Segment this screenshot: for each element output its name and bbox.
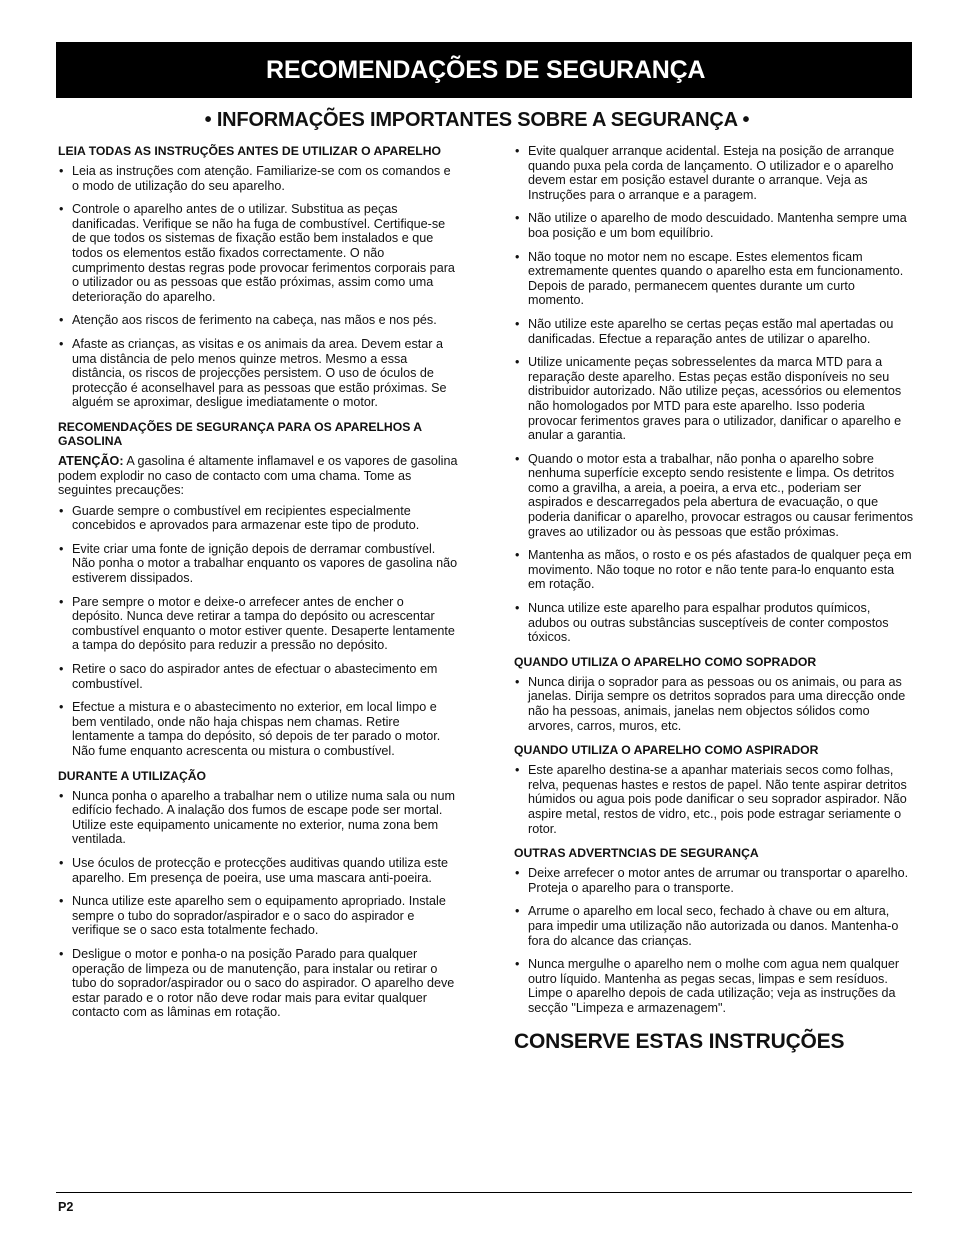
section-heading-other-warnings: OUTRAS ADVERTNCIAS DE SEGURANÇA	[514, 846, 759, 861]
list-item: • Afaste as crianças, as visitas e os animais da area. Devem estar a uma distância de pelo menos quinze metros. Mesmo a essa distância, os riscos de projecções persistem. O uso de óculos de protecção é aconselhavel para as pessoas que estão próximas. Se alguém se aproximar, desligue imediatamente o motor.	[58, 337, 458, 410]
list-general-use	[514, 144, 914, 645]
banner-title: RECOMENDAÇÕES DE SEGURANÇA	[266, 56, 706, 84]
section-heading-read-instructions: LEIA TODAS AS INSTRUÇÕES ANTES DE UTILIZAR O APARELHO	[58, 144, 442, 158]
list-item: • Arrume o aparelho em local seco, fechado à chave ou em altura, para impedir uma utilização não autorizada ou danos. Mantenha-o fora do alcance das crianças.	[514, 904, 914, 948]
section-banner	[56, 42, 912, 98]
list-item: • Use óculos de protecção e protecções auditivas quando utiliza este aparelho. Em presença de poeira, use uma mascara anti-poeira.	[58, 856, 458, 885]
list-item: • Quando o motor esta a trabalhar, não ponha o aparelho sobre nenhuma superfície excepto sendo resistente e limpa. Os detritos como a gravilha, a areia, a poeira, a erva etc., poderiam ser aspirados e descarregados pela abertura de evacuação, o que poderia danificar o aparelho, provocar estragos ou causar ferimentos graves ao utilizador ou às pessoas que estão próximas.	[514, 452, 914, 540]
list-item: • Nunca utilize este aparelho para espalhar produtos químicos, adubos ou outras substâncias susceptíveis de conter compostos tóxicos.	[514, 601, 914, 645]
list-item: • Não toque no motor nem no escape. Estes elementos ficam extremamente quentes quando o aparelho esta em funcionamento. Depois de parado, permanecem quentes durante um curto momento.	[514, 250, 914, 308]
list-read-instructions	[58, 164, 458, 410]
list-item: • Este aparelho destina-se a apanhar materiais secos como folhas, relva, pequenas hastes e restos de papel. Não tente aspirar detritos húmidos ou agua pois pode danificar o seu soprador aspirador. Não aspire metal, restos de vidro, etc., pois pode estragar seriamente o rotor.	[514, 763, 914, 836]
list-gasoline	[58, 504, 458, 759]
list-item: • Nunca utilize este aparelho sem o equipamento apropriado. Instale sempre o tubo do soprador/aspirador e o saco do aspirador e verifique se o saco esta totalmente fechado.	[58, 894, 458, 938]
list-item: • Retire o saco do aspirador antes de efectuar o abastecimento em combustível.	[58, 662, 458, 691]
list-item: • Guarde sempre o combustível em recipientes especialmente concebidos e aprovados para armazenar este tipo de produto.	[58, 504, 458, 533]
list-item: • Nunca mergulhe o aparelho nem o molhe com agua nem qualquer outro líquido. Mantenha as pegas secas, limpas e sem resíduos. Limpe o aparelho depois de cada utilização; veja as instruções da secção "Limpeza e armazenagem".	[514, 957, 914, 1015]
list-item: • Atenção aos riscos de ferimento na cabeça, nas mãos e nos pés.	[58, 313, 458, 328]
section-heading-vacuum: QUANDO UTILIZA O APARELHO COMO ASPIRADOR	[514, 743, 819, 758]
section-heading-blower: QUANDO UTILIZA O APARELHO COMO SOPRADOR	[514, 654, 817, 669]
list-other-warnings	[514, 866, 914, 1015]
list-item: • Utilize unicamente peças sobresselentes da marca MTD para a reparação deste aparelho. Estas peças estão disponíveis no seu distribuidor autorizado. Não utilize peças, acessórios ou elementos não homologados por MTD para este aparelho. Isso poderia provocar ferimentos graves para o utilizador, danificar o aparelho e anular a garantia.	[514, 355, 914, 443]
page-subtitle: • INFORMAÇÕES IMPORTANTES SOBRE A SEGURANÇA •	[204, 109, 750, 131]
list-item: • Nunca dirija o soprador para as pessoas ou os animais, ou para as janelas. Dirija sempre os detritos soprados para uma direcção onde não ha pessoas, animais, janelas nem objectos sólidos como arvores, carros, muros, etc.	[514, 675, 914, 733]
list-item: • Controle o aparelho antes de o utilizar. Substitua as peças danificadas. Verifique se não ha fuga de combustível. Certifique-se de que todos os sistemas de fixação estão bem instalados e que todos os elementos estão fixados correctamente. O não cumprimento destas regras pode provocar ferimentos corporais para o utilizador ou as pessoas que estão próximas, assim como uma deterioração do aparelho.	[58, 202, 458, 304]
section-heading-gasoline: RECOMENDAÇÕES DE SEGURANÇA PARA OS APARELHOS A GASOLINA	[58, 419, 422, 448]
list-item: • Nunca ponha o aparelho a trabalhar nem o utilize numa sala ou num edifício fechado. A inalação dos fumos de escape pode ser mortal. Utilize este equipamento unicamente no exterior, numa zona bem ventilada.	[58, 789, 458, 847]
conserve-instructions-heading: CONSERVE ESTAS INSTRUÇÕES	[514, 1029, 845, 1053]
list-blower	[514, 675, 914, 733]
list-item: • Evite criar uma fonte de ignição depois de derramar combustível. Não ponha o motor a trabalhar enquanto os vapores de gasolina não estiverem dissipados.	[58, 542, 458, 586]
list-during-use	[58, 789, 458, 1020]
list-item: • Deixe arrefecer o motor antes de arrumar ou transportar o aparelho. Proteja o aparelho para o transporte.	[514, 866, 914, 895]
list-item: • Não utilize este aparelho se certas peças estão mal apertadas ou danificadas. Efectue a reparação antes de utilizar o aparelho.	[514, 317, 914, 346]
page-number: P2	[58, 1200, 74, 1214]
warning-text: A gasolina é altamente inflamavel e os vapores de gasolina podem explodir no caso de contacto com uma chama. Tome as seguintes precauções:	[58, 453, 458, 498]
list-vacuum	[514, 763, 914, 836]
list-item: • Mantenha as mãos, o rosto e os pés afastados de qualquer peça em movimento. Não toque no rotor e não tente para-lo enquanto esta em rotação.	[514, 548, 914, 592]
warning-paragraph	[58, 454, 458, 498]
warning-label: ATENÇÃO:	[58, 453, 124, 468]
footer-divider	[56, 1192, 912, 1193]
list-item: • Evite qualquer arranque acidental. Esteja na posição de arranque quando puxa pela corda de lançamento. O utilizador e o aparelho devem estar em posição estavel durante o arranque. Veja as Instruções para o arranque e a paragem.	[514, 144, 914, 202]
right-column	[514, 144, 914, 1054]
list-item: • Efectue a mistura e o abastecimento no exterior, em local limpo e bem ventilado, onde não haja chispas nem chamas. Retire lentamente a tampa do depósito, só depois de ter parado o motor. Não fume enquanto acrescenta ou mistura o combustível.	[58, 700, 458, 758]
section-heading-during-use: DURANTE A UTILIZAÇÃO	[58, 768, 207, 783]
left-column	[58, 144, 458, 1030]
list-item: • Desligue o motor e ponha-o na posição Parado para qualquer operação de limpeza ou de manutenção, para instalar ou retirar o tubo do soprador/aspirador ou o saco do aspirador. O aparelho deve estar parado e o rotor não deve rodar mais para evitar qualquer contacto com as lâminas em rotação.	[58, 947, 458, 1020]
list-item: • Não utilize o aparelho de modo descuidado. Mantenha sempre uma boa posição e um bom equilíbrio.	[514, 211, 914, 240]
list-item: • Leia as instruções com atenção. Familiarize-se com os comandos e o modo de utilização do seu aparelho.	[58, 164, 458, 193]
list-item: • Pare sempre o motor e deixe-o arrefecer antes de encher o depósito. Nunca deve retirar a tampa do depósito ou acrescentar combustível enquanto o motor estiver quente. Desaperte lentamente a tampa do depósito para reduzir a pressão no depósito.	[58, 595, 458, 653]
